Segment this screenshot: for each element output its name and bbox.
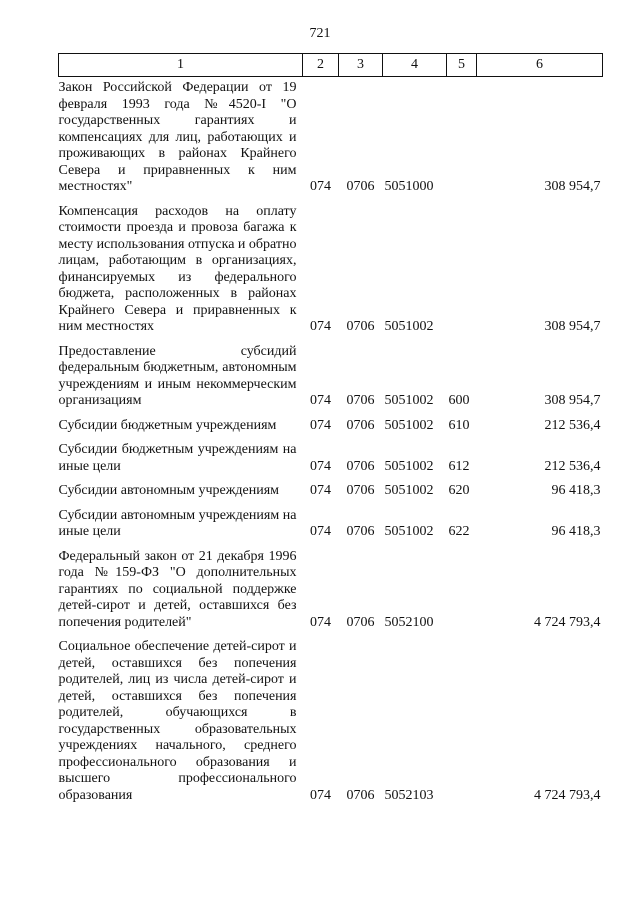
row-ministry-code: 074 [310, 458, 331, 474]
row-section-code: 0706 [346, 787, 375, 803]
row-section-code: 0706 [346, 458, 375, 474]
row-ministry-code: 074 [310, 179, 331, 194]
row-target-code: 5052100 [384, 614, 434, 630]
row-ministry-code: 074 [310, 787, 331, 803]
row-target-code: 5051002 [384, 417, 434, 433]
row-amount: 212 536,4 [544, 458, 601, 474]
row-target-code: 5051002 [384, 393, 434, 408]
row-name: Социальное обеспечение детей-сирот и детей, оставшихся без попечения родителей, лиц из числа детей-сирот и детей, оставшихся без попечения родителей, обучающихся в государственных образовательных учреждениях начального, среднего профессионального образования и высшего профессионального образования [58, 639, 297, 803]
row-ministry-code: 074 [310, 417, 331, 433]
row-name: Предоставление субсидий федеральным бюджетным, автономным учреждениям и иным некоммерческим организациям [58, 343, 297, 408]
row-target-code: 5051002 [384, 524, 434, 539]
row-target-code: 5051000 [384, 179, 434, 194]
row-expense-type: 622 [448, 524, 470, 539]
table-row [59, 77, 603, 204]
table-row [59, 204, 603, 344]
row-expense-type [447, 549, 477, 640]
row-ministry-code: 074 [310, 393, 331, 408]
table-body [59, 77, 603, 813]
row-section-code: 0706 [346, 393, 375, 408]
row-amount: 308 954,7 [544, 179, 601, 194]
row-expense-type [447, 204, 477, 344]
header-col-1: 1 [59, 54, 303, 77]
row-name: Субсидии автономным учреждениям на иные цели [58, 507, 297, 539]
table-header [59, 54, 603, 77]
row-name: Субсидии автономным учреждениям [58, 483, 280, 498]
row-section-code: 0706 [346, 614, 375, 630]
header-row [59, 54, 603, 77]
table-row [59, 483, 603, 508]
row-expense-type: 620 [448, 483, 470, 498]
table-row [59, 418, 603, 443]
row-section-code: 0706 [346, 319, 375, 334]
row-target-code: 5051002 [384, 319, 434, 334]
row-name: Федеральный закон от 21 декабря 1996 года №159-ФЗ "О дополнительных гарантиях по социальной поддержке детей-сирот и детей, оставшихся без попечения родителей" [58, 548, 297, 630]
row-section-code: 0706 [346, 417, 375, 433]
header-col-6: 6 [477, 54, 603, 77]
row-amount: 4 724 793,4 [534, 614, 601, 630]
row-name: Субсидии бюджетным учреждениям на иные цели [58, 442, 297, 474]
row-ministry-code: 074 [310, 483, 331, 498]
budget-table [58, 53, 603, 812]
row-amount: 308 954,7 [544, 393, 601, 408]
row-target-code: 5051002 [384, 483, 434, 498]
row-target-code: 5051002 [384, 458, 434, 474]
row-ministry-code: 074 [310, 524, 331, 539]
table-row [59, 442, 603, 483]
table-row [59, 344, 603, 418]
header-col-5: 5 [447, 54, 477, 77]
header-col-3: 3 [339, 54, 383, 77]
row-ministry-code: 074 [310, 614, 331, 630]
row-section-code: 0706 [346, 483, 375, 498]
row-amount: 96 418,3 [551, 483, 601, 498]
row-ministry-code: 074 [310, 319, 331, 334]
table-row [59, 639, 603, 812]
table-row [59, 508, 603, 549]
row-expense-type [447, 639, 477, 812]
row-expense-type [447, 77, 477, 204]
row-amount: 212 536,4 [544, 417, 601, 433]
row-amount: 96 418,3 [551, 524, 601, 539]
row-name: Закон Российской Федерации от 19 февраля 1993 года №4520-I "О государственных гарантиях и компенсациях для лиц, работающих и проживающих в районах Крайнего Севера и приравненных к ним местностях" [58, 80, 297, 194]
row-section-code: 0706 [346, 524, 375, 539]
page-number: 721 [309, 26, 331, 41]
table-row [59, 549, 603, 640]
header-col-2: 2 [303, 54, 339, 77]
row-amount: 4 724 793,4 [534, 787, 601, 803]
row-target-code: 5052103 [384, 787, 434, 803]
header-col-4: 4 [383, 54, 447, 77]
row-expense-type: 612 [448, 458, 470, 474]
row-expense-type: 600 [448, 393, 470, 408]
row-name: Компенсация расходов на оплату стоимости проезда и провоза багажа к месту использования отпуска и обратно лицам, работающим в организациях, финансируемых из федерального бюджета, расположенных в районах Крайнего Севера и приравненных к ним местностях [58, 203, 297, 334]
row-section-code: 0706 [346, 179, 375, 194]
row-amount: 308 954,7 [544, 319, 601, 334]
row-expense-type: 610 [448, 417, 470, 433]
row-name: Субсидии бюджетным учреждениям [58, 417, 277, 433]
